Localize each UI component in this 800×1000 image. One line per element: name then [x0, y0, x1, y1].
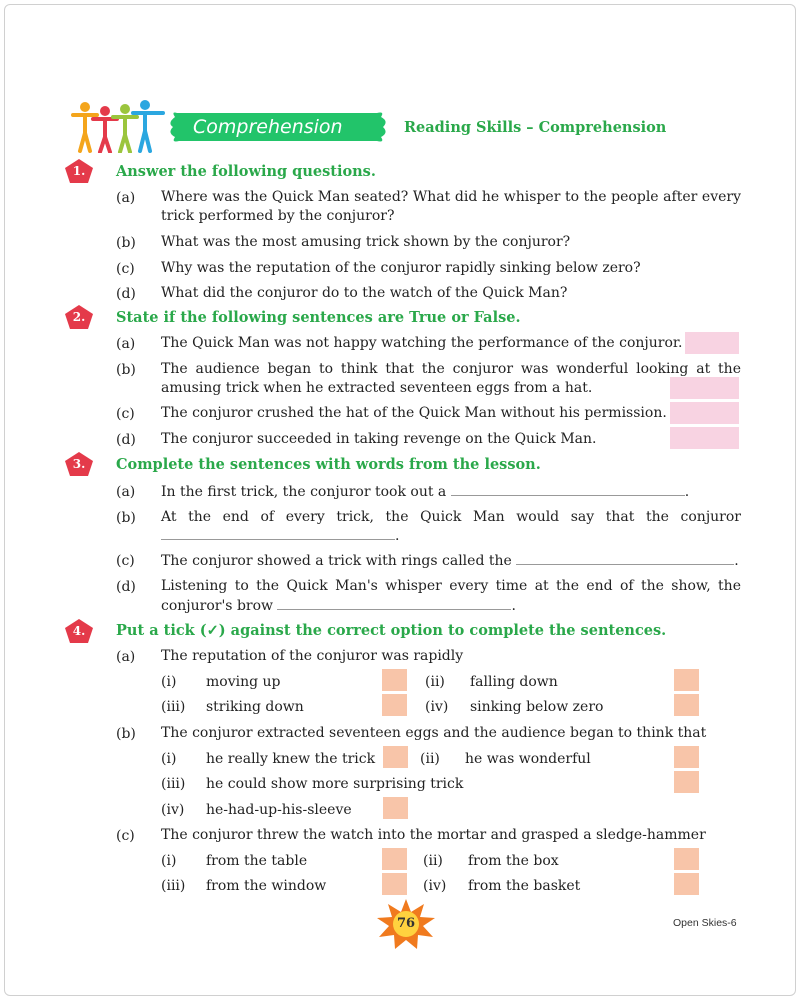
sentence-end: . — [734, 553, 739, 569]
tick-box[interactable] — [674, 694, 699, 716]
question-number: 1. — [72, 164, 86, 178]
item-text: In the first trick, the conjuror took out a — [161, 484, 447, 500]
item-label: (d) — [116, 432, 136, 448]
option-number: (ii) — [420, 751, 440, 767]
tick-box[interactable] — [383, 746, 408, 768]
question-title: Complete the sentences with words from the lesson. — [116, 456, 541, 473]
item-label: (a) — [116, 190, 136, 206]
option-text: falling down — [470, 674, 558, 690]
book-title: Open Skies-6 — [673, 917, 737, 929]
option-text: he-had-up-his-sleeve — [206, 802, 352, 818]
item-label: (a) — [116, 336, 136, 352]
answer-blank[interactable] — [516, 551, 734, 565]
item-label: (c) — [116, 261, 135, 277]
item-text: The conjuror extracted seventeen eggs and the audience began to think that — [161, 725, 707, 741]
item-text: The conjuror showed a trick with rings called the — [161, 553, 512, 569]
item-text: The conjuror crushed the hat of the Quick Man without his permission. — [161, 405, 667, 421]
answer-blank[interactable] — [161, 526, 395, 540]
item-text: amusing trick when he extracted seventeen eggs from a hat. — [161, 380, 593, 396]
item-text: The conjuror threw the watch into the mortar and grasped a sledge-hammer — [161, 827, 706, 843]
option-text: from the basket — [468, 878, 581, 894]
question-number: 3. — [72, 457, 86, 471]
true-false-answer-box[interactable] — [670, 402, 739, 424]
option-number: (i) — [161, 853, 177, 869]
question-title: Put a tick (✓) against the correct option to complete the sentences. — [116, 622, 667, 639]
item-label: (d) — [116, 286, 136, 302]
tick-box[interactable] — [674, 746, 699, 768]
tick-box[interactable] — [674, 771, 699, 793]
option-text: moving up — [206, 674, 281, 690]
item-text: What did the conjuror do to the watch of the Quick Man? — [161, 285, 568, 301]
true-false-answer-box[interactable] — [670, 377, 739, 399]
question-number: 4. — [72, 624, 86, 638]
true-false-answer-box[interactable] — [670, 427, 739, 449]
true-false-answer-box[interactable] — [685, 332, 739, 354]
answer-blank[interactable] — [451, 482, 685, 496]
item-text: The reputation of the conjuror was rapidly — [161, 648, 464, 664]
item-fill-in — [161, 526, 741, 546]
option-number: (ii) — [425, 674, 445, 690]
item-text: Listening to the Quick Man's whisper every time at the end of the show, the — [161, 578, 741, 594]
item-label: (c) — [116, 406, 135, 422]
item-text: Why was the reputation of the conjuror rapidly sinking below zero? — [161, 260, 641, 276]
option-text: from the table — [206, 853, 308, 869]
sentence-end: . — [395, 528, 400, 544]
banner-label: Comprehension — [193, 116, 343, 138]
option-number: (iv) — [161, 802, 185, 818]
option-number: (iii) — [161, 878, 186, 894]
workbook-page — [4, 4, 796, 996]
option-text: from the box — [468, 853, 559, 869]
item-fill-in — [161, 551, 741, 571]
option-text: from the window — [206, 878, 327, 894]
option-number: (i) — [161, 751, 177, 767]
sentence-end: . — [684, 484, 690, 500]
tick-box[interactable] — [382, 669, 407, 691]
question-number: 2. — [72, 310, 86, 324]
item-text: At the end of every trick, the Quick Man would say that the conjuror — [161, 509, 741, 525]
tick-box[interactable] — [382, 694, 407, 716]
sentence-end: . — [511, 598, 516, 614]
tick-box[interactable] — [382, 848, 407, 870]
tick-box[interactable] — [383, 797, 408, 819]
item-label: (a) — [116, 484, 136, 500]
tick-box[interactable] — [382, 873, 407, 895]
option-text: sinking below zero — [470, 699, 604, 715]
item-text: What was the most amusing trick shown by the conjuror? — [161, 234, 571, 250]
item-text: The conjuror succeeded in taking revenge on the Quick Man. — [161, 431, 597, 447]
option-number: (iii) — [161, 699, 186, 715]
option-text: striking down — [206, 699, 304, 715]
item-text: Where was the Quick Man seated? What did he whisper to the people after every — [161, 189, 741, 205]
tick-box[interactable] — [674, 848, 699, 870]
item-fill-in — [161, 482, 741, 502]
option-number: (i) — [161, 674, 177, 690]
option-text: he could show more surprising trick — [206, 776, 464, 792]
option-number: (ii) — [423, 853, 443, 869]
option-number: (iii) — [161, 776, 186, 792]
tick-box[interactable] — [674, 669, 699, 691]
item-text: trick performed by the conjuror? — [161, 208, 395, 224]
item-text: The audience began to think that the conjuror was wonderful looking at the — [161, 361, 741, 377]
item-text: The Quick Man was not happy watching the performance of the conjuror. — [161, 335, 683, 351]
item-label: (c) — [116, 828, 135, 844]
item-label: (b) — [116, 726, 136, 742]
tick-box[interactable] — [674, 873, 699, 895]
option-text: he was wonderful — [465, 751, 591, 767]
option-text: he really knew the trick — [206, 751, 376, 767]
item-label: (b) — [116, 362, 136, 378]
item-text: conjuror's brow — [161, 598, 274, 614]
item-label: (b) — [116, 235, 136, 251]
question-title: Answer the following questions. — [116, 163, 376, 180]
item-fill-in — [161, 596, 741, 616]
item-label: (d) — [116, 579, 136, 595]
answer-blank[interactable] — [277, 596, 511, 610]
item-label: (b) — [116, 510, 136, 526]
kids-logo-icon — [71, 97, 167, 153]
option-number: (iv) — [423, 878, 447, 894]
question-title: State if the following sentences are True or False. — [116, 309, 521, 326]
page-number: 76 — [396, 916, 416, 931]
item-label: (c) — [116, 553, 135, 569]
option-number: (iv) — [425, 699, 449, 715]
section-label: Reading Skills – Comprehension — [404, 119, 667, 136]
item-label: (a) — [116, 649, 136, 665]
